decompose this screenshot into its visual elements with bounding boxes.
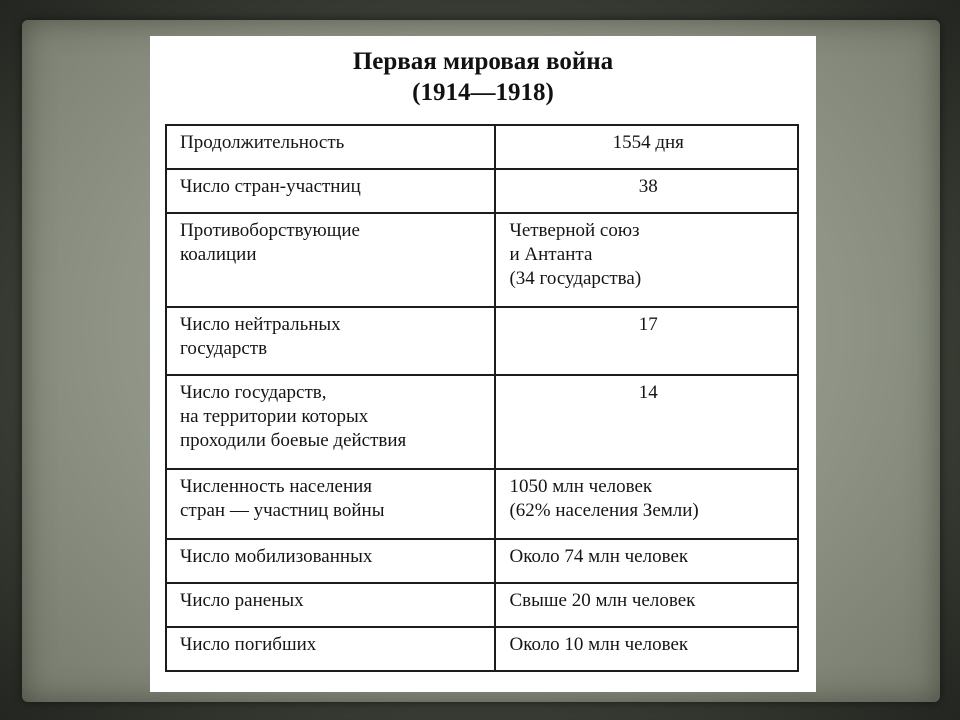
row-label-cell: [166, 169, 495, 213]
row-label-text: на территории которых: [180, 406, 369, 427]
row-label-cell: [166, 539, 495, 583]
row-value-cell: [495, 307, 798, 375]
row-value-text: 1050 млн человек: [509, 476, 653, 497]
row-value-text: Около 74 млн человек: [509, 546, 689, 567]
title-line-1: Первая мировая война: [352, 48, 614, 75]
table-row: [166, 307, 798, 375]
table-row: [166, 583, 798, 627]
row-value-text: и Антанта: [509, 244, 593, 265]
row-value-cell: [495, 539, 798, 583]
document-page: [150, 36, 816, 692]
row-value-cell: [495, 583, 798, 627]
row-label-cell: [166, 375, 495, 469]
row-value-cell: [495, 125, 798, 169]
table-row: [166, 213, 798, 307]
row-label-cell: [166, 627, 495, 671]
row-value-text: (34 государства): [509, 268, 642, 289]
row-label-cell: [166, 307, 495, 375]
row-label-text: коалиции: [180, 244, 257, 265]
row-label-text: Число нейтральных: [180, 314, 341, 335]
row-label-text: Численность населения: [180, 476, 373, 497]
row-value-text: Четверной союз: [509, 220, 640, 241]
table-row: [166, 169, 798, 213]
row-value-text: (62% населения Земли): [509, 500, 699, 521]
row-value-text: 38: [638, 176, 658, 197]
page-title: [150, 46, 816, 108]
table-row: [166, 539, 798, 583]
row-value-cell: [495, 213, 798, 307]
row-label-cell: [166, 469, 495, 539]
row-label-text: Противоборствующие: [180, 220, 360, 241]
table-row: [166, 469, 798, 539]
row-label-cell: [166, 213, 495, 307]
row-value-text: 1554 дня: [612, 132, 684, 153]
row-label-text: проходили боевые действия: [180, 430, 407, 451]
row-value-text: 14: [638, 382, 658, 403]
row-label-text: Число мобилизованных: [180, 546, 373, 567]
table-row: [166, 627, 798, 671]
row-value-text: Около 10 млн человек: [509, 634, 689, 655]
row-label-text: Число погибших: [180, 634, 317, 655]
row-label-text: государств: [180, 338, 268, 359]
table-row: [166, 125, 798, 169]
facts-table-body: [166, 125, 798, 671]
row-value-text: 17: [638, 314, 658, 335]
table-row: [166, 375, 798, 469]
row-label-text: Продолжительность: [180, 132, 345, 153]
row-value-cell: [495, 627, 798, 671]
facts-table: [165, 124, 799, 672]
row-label-text: Число стран-участниц: [180, 176, 361, 197]
row-value-cell: [495, 375, 798, 469]
row-value-cell: [495, 169, 798, 213]
row-label-cell: [166, 583, 495, 627]
row-value-cell: [495, 469, 798, 539]
row-label-text: стран — участниц войны: [180, 500, 385, 521]
title-line-2: (1914—1918): [412, 79, 554, 106]
row-label-text: Число государств,: [180, 382, 327, 403]
row-value-text: Свыше 20 млн человек: [509, 590, 696, 611]
row-label-text: Число раненых: [180, 590, 304, 611]
row-label-cell: [166, 125, 495, 169]
